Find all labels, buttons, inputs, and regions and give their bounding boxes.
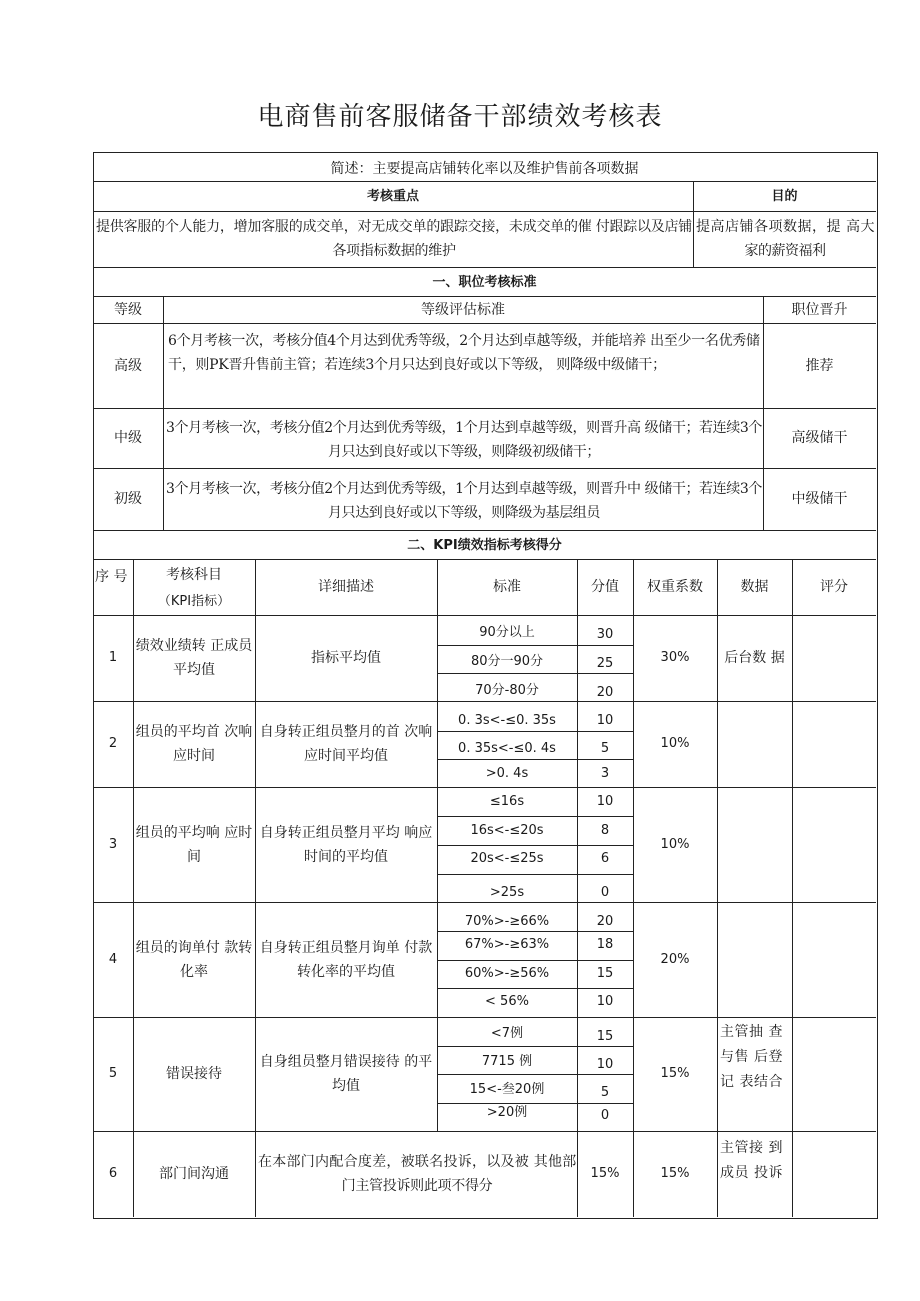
col-divider	[717, 559, 718, 1217]
kpi-subject: 绩效业绩转 正成员平均值	[135, 638, 253, 678]
row-divider	[93, 296, 876, 297]
seq-header: 序 号	[95, 569, 128, 585]
kpi-standard: 80分一90分	[470, 654, 544, 669]
kpi-standard: 16s<-≤20s	[470, 823, 544, 838]
kpi-data: 主管抽 查与售 后登记 表结合	[720, 1024, 783, 1090]
kpi-standard: 15<-叁20例	[469, 1082, 545, 1097]
kpi-standard: >25s	[489, 885, 525, 900]
purpose-text: 提高店铺各项数据，提 高大家的薪资福利	[696, 219, 874, 259]
kpi-standard: 0. 35s<-≤0. 4s	[458, 741, 556, 756]
promotion-middle: 高级储干	[791, 430, 848, 446]
kpi-desc: 自身转正组员整月的首 次响应时间平均值	[259, 724, 433, 764]
row-divider	[93, 530, 876, 531]
standard-middle: 3个月考核一次，考核分值2个月达到优秀等级，1个月达到卓越等级，则晋升高 级储干；若连续3个月只达到良好或以下等级，则降级初级储干；	[166, 420, 762, 460]
score-header: 分值	[591, 579, 619, 595]
kpi-data: 后台数 据	[724, 650, 785, 666]
subject-subheader: （KPI指标）	[157, 594, 231, 609]
kpi-standard: 20s<-≤25s	[470, 851, 544, 866]
kpi-standard: 90分以上	[479, 625, 535, 640]
sub-row-divider	[437, 845, 633, 846]
col-divider	[792, 559, 793, 1217]
kpi-score: 6	[600, 851, 610, 866]
kpi-desc: 自身组员整月错误接待 的平均值	[259, 1054, 433, 1094]
kpi-score: 30	[596, 627, 614, 642]
kpi-standard: < 56%	[485, 994, 529, 1009]
kpi-standard: >20例	[486, 1105, 528, 1120]
kpi-score: 15%	[590, 1166, 620, 1181]
kpi-score: 10	[596, 994, 614, 1009]
kpi-weight: 30%	[660, 650, 690, 665]
kpi-desc: 指标平均值	[311, 650, 381, 666]
kpi-score: 10	[596, 1057, 614, 1072]
kpi-standard: 7715 例	[481, 1054, 533, 1069]
sub-row-divider	[437, 960, 633, 961]
kpi-desc: 自身转正组员整月询单 付款转化率的平均值	[259, 939, 433, 980]
kpi-seq: 6	[108, 1166, 118, 1181]
kpi-score: 3	[600, 766, 610, 781]
kpi-subject: 部门间沟通	[159, 1166, 229, 1182]
row-divider	[93, 211, 876, 212]
row-divider	[93, 181, 876, 182]
desc-header: 详细描述	[318, 579, 374, 595]
row-divider	[93, 267, 876, 268]
kpi-standard: ≤16s	[489, 794, 525, 809]
promotion-junior: 中级储干	[791, 491, 848, 507]
data-header: 数据	[740, 579, 769, 595]
kpi-weight: 10%	[660, 836, 690, 852]
standard-col-header: 标准	[493, 579, 521, 595]
kpi-standard: <7例	[490, 1026, 524, 1041]
sub-row-divider	[437, 874, 633, 875]
kpi-subject: 组员的平均首 次响应时间	[135, 724, 253, 764]
level-middle: 中级	[114, 430, 142, 446]
standard-senior: 6个月考核一次，考核分值4个月达到优秀等级，2个月达到卓越等级，并能培养 出至少一名优秀储干，则PK晋升售前主管；若连续3个月只达到良好或以下等级， 则降级中级储干；	[168, 333, 760, 373]
kpi-score: 25	[596, 656, 614, 671]
kpi-seq: 3	[108, 836, 118, 852]
kpi-score: 10	[596, 794, 614, 809]
row-divider	[93, 468, 876, 469]
row-divider	[93, 408, 876, 409]
level-junior: 初级	[114, 491, 142, 507]
kpi-seq: 1	[108, 650, 118, 665]
kpi-score: 20	[596, 914, 614, 929]
weight-header: 权重系数	[647, 579, 703, 595]
kpi-score: 5	[600, 1085, 610, 1100]
kpi-seq: 4	[108, 951, 118, 967]
standard-header: 等级评估标准	[421, 302, 505, 318]
col-divider	[255, 559, 256, 1217]
kpi-subject: 组员的平均响 应时间	[135, 824, 253, 865]
col-divider	[163, 296, 164, 530]
rating-header: 评分	[820, 579, 848, 595]
kpi-desc: 在本部门内配合度差，被联名投诉，以及被 其他部门主管投诉则此项不得分	[258, 1154, 576, 1194]
page-title: 电商售前客服储备干部绩效考核表	[257, 102, 663, 132]
sub-row-divider	[437, 988, 633, 989]
kpi-score: 18	[596, 937, 614, 952]
kpi-score: 0	[600, 1108, 610, 1123]
kpi-score: 10	[596, 713, 614, 728]
sub-row-divider	[437, 816, 633, 817]
kpi-weight: 10%	[660, 736, 690, 751]
kpi-weight: 15%	[660, 1166, 690, 1181]
kpi-weight: 15%	[660, 1066, 690, 1081]
purpose-header: 目的	[771, 189, 798, 204]
promotion-header: 职位晋升	[791, 302, 848, 318]
kpi-subject: 错误接待	[166, 1066, 222, 1082]
section1-title: 一、职位考核标准	[432, 275, 537, 290]
kpi-standard: >0. 4s	[485, 766, 529, 781]
kpi-score: 5	[600, 741, 610, 756]
level-senior: 高级	[114, 357, 142, 374]
focus-header: 考核重点	[366, 189, 419, 204]
kpi-score: 15	[596, 966, 614, 981]
kpi-weight: 20%	[660, 951, 690, 967]
focus-text: 提供客服的个人能力，增加客服的成交单，对无成交单的跟踪交接，未成交单的催 付跟踪以及店铺各项指标数据的维护	[96, 219, 692, 259]
col-divider	[133, 559, 134, 1217]
kpi-subject: 组员的询单付 款转化率	[135, 939, 253, 980]
kpi-score: 8	[600, 823, 610, 838]
kpi-standard: 67%>-≥63%	[464, 937, 550, 952]
summary: 简述：主要提高店铺转化率以及维护售前各项数据	[330, 161, 639, 177]
kpi-standard: 70%>-≥66%	[464, 914, 550, 929]
promotion-senior: 推荐	[805, 357, 834, 374]
kpi-standard: 0. 3s<-≤0. 35s	[458, 713, 556, 728]
subject-header: 考核科目	[166, 567, 222, 583]
kpi-seq: 2	[108, 736, 118, 751]
kpi-score: 15	[596, 1029, 614, 1044]
row-divider	[93, 323, 876, 324]
kpi-standard: 70分-80分	[475, 683, 539, 698]
kpi-desc: 自身转正组员整月平均 响应时间的平均值	[259, 824, 433, 865]
kpi-score: 0	[600, 885, 610, 900]
kpi-seq: 5	[108, 1066, 118, 1081]
standard-junior: 3个月考核一次，考核分值2个月达到优秀等级，1个月达到卓越等级，则晋升中 级储干；若连续3个月只达到良好或以下等级，则降级为基层组员	[166, 481, 762, 521]
kpi-score: 20	[596, 685, 614, 700]
level-header: 等级	[114, 302, 142, 318]
kpi-standard: 60%>-≥56%	[464, 966, 550, 981]
section2-title: 二、KPI绩效指标考核得分	[407, 538, 562, 553]
kpi-data: 主管接 到成员 投诉	[720, 1140, 783, 1181]
